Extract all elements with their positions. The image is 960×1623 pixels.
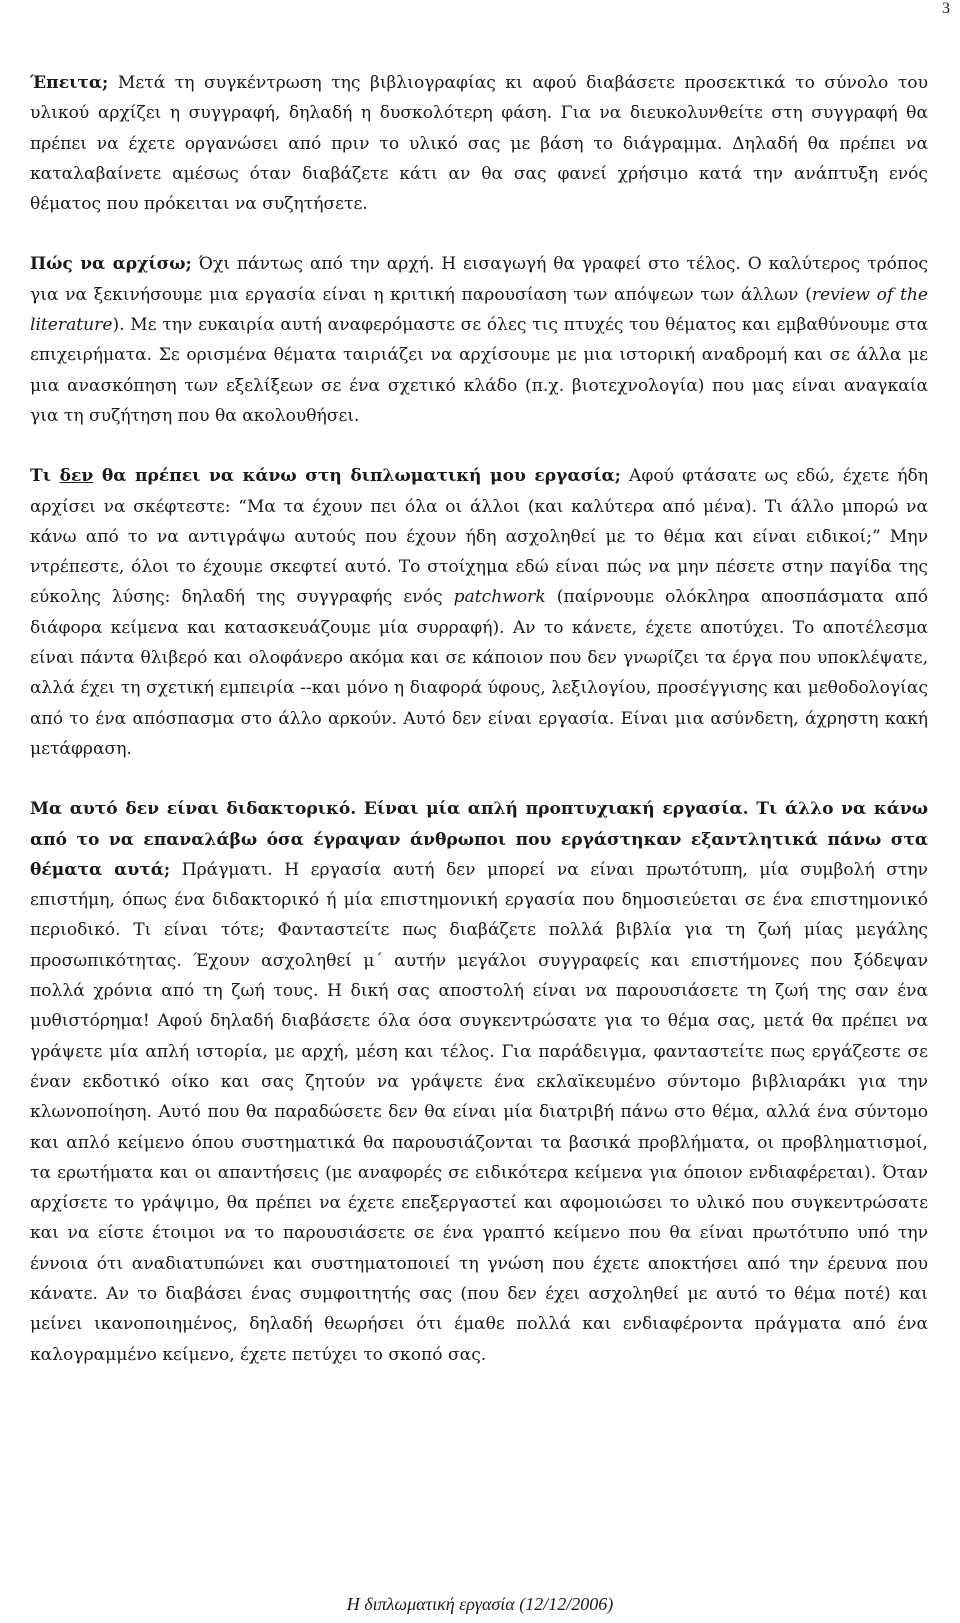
paragraph-text: ). Με την ευκαιρία αυτή αναφερόμαστε σε όλες τις πτυχές του θέματος και εμβαθύνουμε στα επιχειρήματα. Σε ορισμένα θέματα ταιριάζει να αρχίσουμε με μια ιστορική αναδρομή και σε άλλα με μια ανασκόπηση των εξελίξεων σε ένα σχετικό κλάδο (π.χ. βιοτεχνολογία) που μας είναι αναγκαία για τη συζήτηση που θα ακολουθήσει. bbox=[30, 315, 928, 426]
italic-term: review of the literature bbox=[30, 284, 928, 336]
paragraph-not-doctoral bbox=[30, 794, 928, 1370]
paragraph-text: Αφού φτάσατε ως εδώ, έχετε ήδη αρχίσει να σκέφτεστε: “Μα τα έχουν πει όλα οι άλλοι (και καλύτερα από μένα). Τι άλλο μπορώ να κάνω από το να αντιγράψω αυτούς που έχουν ήδη ασχοληθεί με το θέμα και είναι ειδικοί;” Μην ντρέπεστε, όλοι το έχουμε σκεφτεί αυτό. Το στοίχημα εδώ είναι πώς να μην πέσετε στην παγίδα της εύκολης λύσης: δηλαδή της συγγραφής ενός bbox=[30, 466, 928, 608]
paragraph-text: Όχι πάντως από την αρχή. Η εισαγωγή θα γραφεί στο τέλος. Ο καλύτερος τρόπος για να ξεκινήσουμε μια εργασία είναι η κριτική παρουσίαση των απόψεων των άλλων ( bbox=[30, 254, 929, 305]
paragraph-what-not-to-do bbox=[30, 461, 928, 764]
paragraph-text: Πράγματι. Η εργασία αυτή δεν μπορεί να είναι πρωτότυπη, μία συμβολή στην επιστήμη, όπως ένα διδακτορικό ή μία επιστημονική εργασία που δημοσιεύεται σε ένα επιστημονικό περιοδικό. Τι είναι τότε; Φανταστείτε πως διαβάζετε πολλά βιβλία για τη ζωή μίας μεγάλης προσωπικότητας. Έχουν ασχοληθεί μ΄ αυτήν μεγάλοι συγγραφείς και επιστήμονες που ξόδεψαν πολλά χρόνια από τη ζωή τους. Η δική σας αποστολή είναι να παρουσιάσετε τη ζωή της σαν ένα μυθιστόρημα! Αφού δηλαδή διαβάσετε όλα όσα συγκεντρώσατε για το θέμα σας, μετά θα πρέπει να γράψετε μία απλή ιστορία, με αρχή, μέση και τέλος. Για παράδειγμα, φανταστείτε πως εργάζεστε σε έναν εκδοτικό οίκο και σας ζητούν να γράψετε ένα εκλαϊκευμένο σύντομο βιβλιαράκι για την κλωνοποίηση. Αυτό που θα παραδώσετε δεν θα είναι μία διατριβή πάνω στο θέμα, αλλά ένα σύντομο και απλό κείμενο όπου συστηματικά θα παρουσιάζονται τα βασικά προβλήματα, οι προβληματισμοί, τα ερωτήματα και οι απαντήσεις (με αναφορές σε ειδικότερα κείμενα για όποιον ενδιαφέρεται). Όταν αρχίσετε το γράψιμο, θα πρέπει να έχετε επεξεργαστεί και αφομοιώσει το υλικό που συγκεντρώσατε και να είστε έτοιμοι να το παρουσιάσετε σε ένα γραπτό κείμενο που θα είναι πρωτότυπο υπό την έννοια ότι αναδιατυπώνει και συστηματοποιεί τη γνώση που έχετε αποκτήσει από την έρευνα που κάνατε. Αν το διαβάσει ένας συμφοιτητής σας (που δεν έχει ασχοληθεί με αυτό το θέμα ποτέ) και μείνει ικανοποιημένος, δηλαδή θεωρήσει ότι έμαθε πολλά και ενδιαφέροντα πράγματα από ένα καλογραμμένο κείμενο, έχετε πετύχει το σκοπό σας. bbox=[30, 859, 929, 1365]
document-body bbox=[30, 68, 928, 1370]
question-heading: Πώς να αρχίσω; bbox=[30, 254, 192, 275]
paragraph-then bbox=[30, 68, 928, 219]
italic-term: patchwork bbox=[453, 587, 546, 608]
question-heading-part: θα πρέπει να κάνω στη διπλωματική μου εργασία; bbox=[93, 466, 621, 487]
page-number: 3 bbox=[942, 0, 950, 17]
question-heading bbox=[30, 466, 621, 486]
paragraph-text: Μετά τη συγκέντρωση της βιβλιογραφίας κι αφού διαβάσετε προσεκτικά το σύνολο του υλικού αρχίζει η συγγραφή, δηλαδή η δυσκολότερη φάση. Για να διευκολυνθείτε στη συγγραφή θα πρέπει να έχετε οργανώσει από πριν το υλικό σας με βάση το διάγραμμα. Δηλαδή θα πρέπει να καταλαβαίνετε αμέσως όταν διαβάζετε κάτι αν θα σας φανεί χρήσιμο κατά την ανάπτυξη ενός θέματος που πρόκειται να συζητήσετε. bbox=[30, 73, 928, 215]
question-heading: Μα αυτό δεν είναι διδακτορικό. Είναι μία απλή προπτυχιακή εργασία. Τι άλλο να κάνω από το να επαναλάβω όσα έγραψαν άνθρωποι που εργάστηκαν εξαντλητικά πάνω στα θέματα αυτά; bbox=[30, 799, 928, 880]
page-footer: Η διπλωματική εργασία (12/12/2006) bbox=[346, 1594, 614, 1614]
question-heading: Έπειτα; bbox=[30, 73, 109, 93]
question-heading-part: Τι bbox=[30, 466, 60, 487]
paragraph-how-to-start bbox=[30, 249, 928, 431]
paragraph-text: (παίρνουμε ολόκληρα αποσπάσματα από διάφορα κείμενα και κατασκευάζουμε μία συρραφή). Αν το κάνετε, έχετε αποτύχει. Το αποτέλεσμα είναι πάντα θλιβερό και ολοφάνερο ακόμα και σε κάποιον που δεν γνωρίζει τα έργα που υποκλέψατε, αλλά έχει τη σχετική εμπειρία --και μόνο η διαφορά ύφους, λεξιλογίου, προσέγγισης και μεθοδολογίας από το ένα απόσπασμα στο άλλο αρκούν. Αυτό δεν είναι εργασία. Είναι μια ασύνδετη, άχρηστη κακή μετάφραση. bbox=[30, 587, 928, 759]
underlined-word: δεν bbox=[59, 466, 94, 487]
